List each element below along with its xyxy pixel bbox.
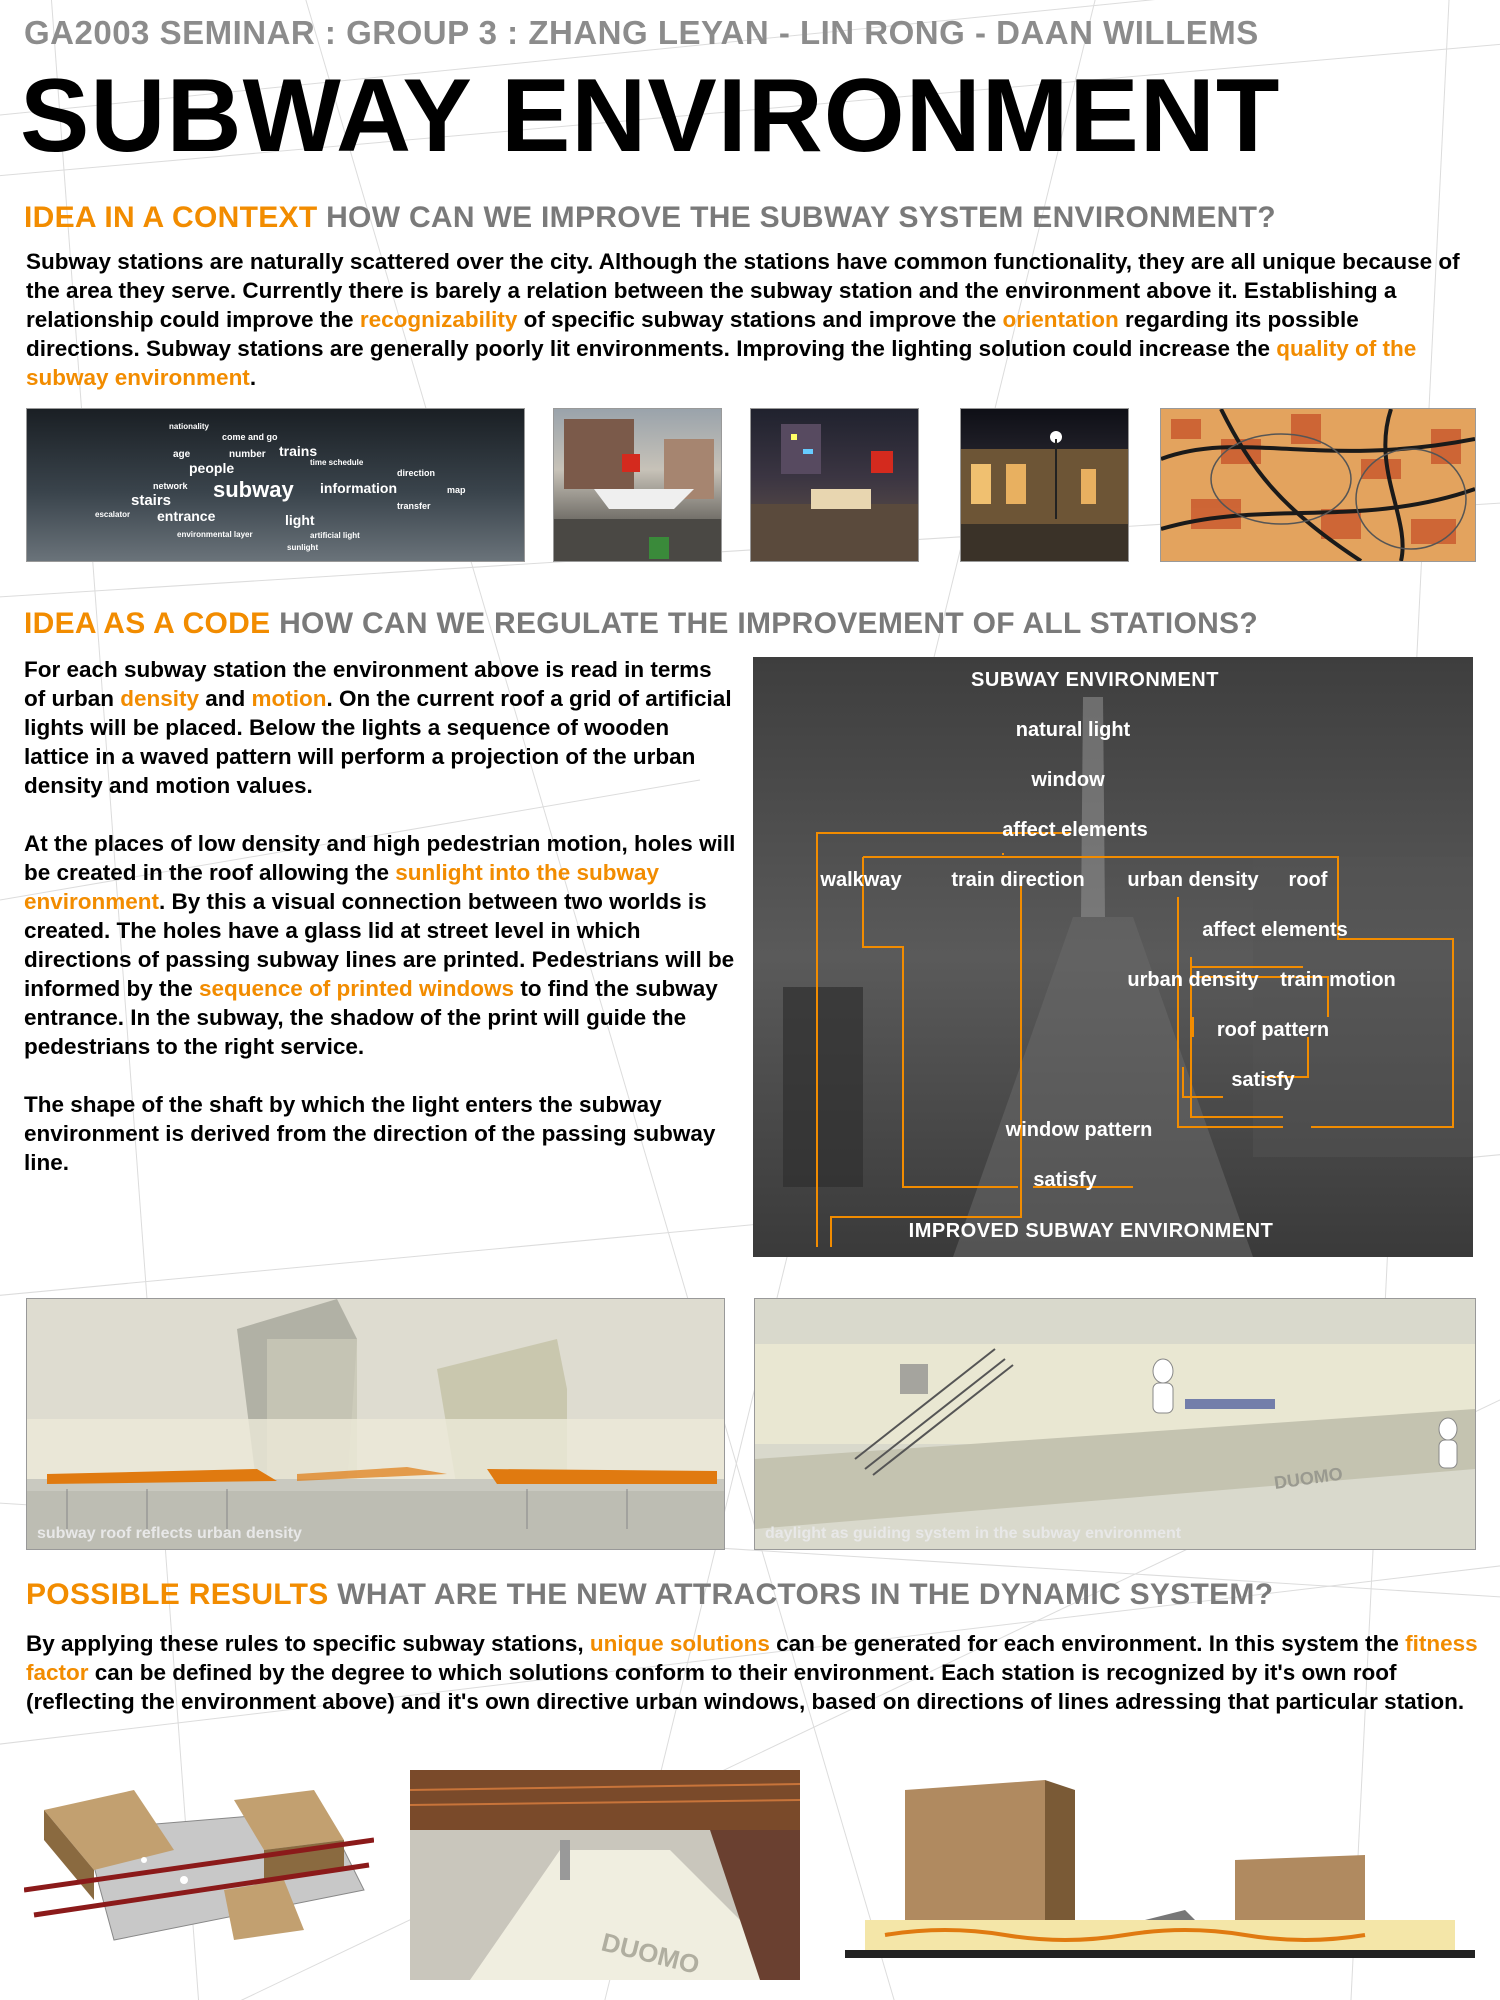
section1-label: IDEA IN A CONTEXT <box>24 201 318 234</box>
highlight-printed-windows: sequence of printed windows <box>199 976 515 1001</box>
text-run: of specific subway stations and improve the <box>517 307 1003 332</box>
word-come-and-go: come and go <box>222 432 278 442</box>
diagram-affect-elements-2: affect elements <box>1202 919 1348 941</box>
text-run: can be generated for each environment. In this system the <box>769 1631 1406 1656</box>
diagram-satisfy-2: satisfy <box>1033 1169 1097 1191</box>
diagram-walkway: walkway <box>820 869 902 891</box>
word-sunlight: sunlight <box>287 543 319 552</box>
word-network: network <box>153 481 188 491</box>
section1-heading <box>24 201 1276 235</box>
word-age: age <box>173 449 191 460</box>
diagram-bottom-label: IMPROVED SUBWAY ENVIRONMENT <box>908 1220 1274 1242</box>
highlight-orientation: orientation <box>1002 307 1119 332</box>
section2-paragraph-1 <box>24 655 736 800</box>
roof-render-left <box>26 1298 725 1550</box>
section2-label: IDEA AS A CODE <box>24 607 271 640</box>
word-stairs: stairs <box>131 492 172 509</box>
word-number: number <box>229 449 266 460</box>
diagram-train-motion: train motion <box>1280 969 1396 991</box>
section1-question: HOW CAN WE IMPROVE THE SUBWAY SYSTEM ENVIRONMENT? <box>326 201 1276 234</box>
text-run: can be defined by the degree to which solutions conform to their environment. Each station is recognized by it's own roof (reflecting the environment above) and it's own directive urban windows, based on directions of lines adressing that particular station. <box>26 1660 1465 1714</box>
highlight-unique-solutions: unique solutions <box>589 1631 770 1656</box>
text-run: At the places of low density and high pedestrian motion, holes will be created in the roof allowing the <box>24 831 736 885</box>
station-entrance-photo-1 <box>553 408 722 562</box>
word-nationality: nationality <box>169 422 210 431</box>
city-map-image <box>1160 408 1476 562</box>
night-square-photo <box>960 408 1129 562</box>
diagram-background <box>753 657 1473 1257</box>
text-run: Subway stations are naturally scattered over the city. Although the stations have common functionality, they are all unique because of the area they serve. Currently there is barely a relation between the subway station and the environment above it. Establishing a relationship could improve the <box>26 249 1460 332</box>
section-render <box>845 1750 1475 1970</box>
platform-render <box>410 1770 800 1980</box>
platform-floor-sign: DUOMO <box>598 1926 703 1980</box>
text-run: . On the current roof a grid of artificial lights will be placed. Below the lights a sequence of wooden lattice in a waved pattern will perform a projection of the urban density and motion values. <box>24 686 732 798</box>
highlight-recognizability: recognizability <box>359 307 518 332</box>
word-time-schedule: time schedule <box>310 458 364 467</box>
diagram-urban-density: urban density <box>1127 869 1259 891</box>
diagram-window-pattern: window pattern <box>1005 1119 1153 1141</box>
diagram-train-direction: train direction <box>951 869 1085 891</box>
text-run: For each subway station the environment above is read in terms of urban <box>24 657 712 711</box>
word-cloud-image <box>26 408 525 562</box>
text-run: regarding its possible directions. Subway stations are generally poorly lit environments. Improving the lighting solution could increase the <box>26 307 1359 361</box>
text-run: and <box>199 686 252 711</box>
caption-daylight-render: daylight as guiding system in the subway environment <box>765 1525 1182 1542</box>
word-light: light <box>285 512 315 528</box>
caption-roof-render: subway roof reflects urban density <box>37 1525 302 1542</box>
word-entrance: entrance <box>157 508 216 524</box>
section3-heading <box>26 1578 1273 1612</box>
section1-paragraph <box>26 247 1478 392</box>
word-map: map <box>447 485 466 495</box>
text-run: By applying these rules to specific subway stations, <box>26 1631 590 1656</box>
highlight-quality: quality of the subway environment <box>26 336 1417 390</box>
word-environmental-layer: environmental layer <box>177 530 253 539</box>
section3-paragraph <box>26 1629 1478 1716</box>
word-subway: subway <box>213 477 294 502</box>
diagram-affect-elements-1: affect elements <box>1002 819 1148 841</box>
text-run: . By this a visual connection between two worlds is created. The holes have a glass lid at street level in which directions of passing subway lines are printed. Pedestrians will be informed by the <box>24 889 735 1001</box>
text-run: to find the subway entrance. In the subway, the shadow of the print will guide the pedestrians to the right service. <box>24 976 718 1059</box>
highlight-sunlight: sunlight into the subway environment <box>24 860 660 914</box>
highlight-density: density <box>120 686 200 711</box>
highlight-motion: motion <box>251 686 327 711</box>
word-transfer: transfer <box>397 501 431 511</box>
diagram-top-label: SUBWAY ENVIRONMENT <box>971 669 1219 691</box>
daylight-render-right <box>754 1298 1476 1550</box>
diagram-urban-density-2: urban density <box>1127 969 1259 991</box>
word-direction: direction <box>397 468 436 478</box>
section2-text <box>24 655 736 1177</box>
section3-question: WHAT ARE THE NEW ATTRACTORS IN THE DYNAMIC SYSTEM? <box>337 1578 1274 1611</box>
station-model-render <box>24 1770 374 1960</box>
section2-question: HOW CAN WE REGULATE THE IMPROVEMENT OF ALL STATIONS? <box>279 607 1258 640</box>
diagram-window: window <box>1031 769 1105 791</box>
section2-heading <box>24 607 1258 641</box>
highlight-fitness-factor: fitness factor <box>26 1631 1478 1685</box>
word-artificial-light: artificial light <box>310 531 360 540</box>
text-run: . <box>249 365 257 390</box>
process-diagram <box>753 657 1473 1257</box>
section3-label: POSSIBLE RESULTS <box>26 1578 329 1611</box>
word-trains: trains <box>279 443 318 459</box>
diagram-roof-pattern: roof pattern <box>1216 1019 1330 1041</box>
diagram-natural-light: natural light <box>1015 719 1131 741</box>
station-entrance-photo-2 <box>750 408 919 562</box>
section2-paragraph-3: The shape of the shaft by which the light enters the subway environment is derived from the direction of the passing subway line. <box>24 1092 716 1175</box>
diagram-satisfy-1: satisfy <box>1231 1069 1295 1091</box>
authors-line: GA2003 SEMINAR : GROUP 3 : ZHANG LEYAN - LIN RONG - DAAN WILLEMS <box>24 14 1259 51</box>
page-title: SUBWAY ENVIRONMENT <box>20 58 1281 174</box>
section2-paragraph-2 <box>24 829 736 1061</box>
word-escalator: escalator <box>95 510 131 519</box>
floor-sign-text: DUOMO <box>1272 1463 1344 1493</box>
word-information: information <box>320 480 397 496</box>
diagram-roof: roof <box>1288 869 1328 891</box>
word-people: people <box>189 460 235 476</box>
word-cloud <box>27 409 524 561</box>
